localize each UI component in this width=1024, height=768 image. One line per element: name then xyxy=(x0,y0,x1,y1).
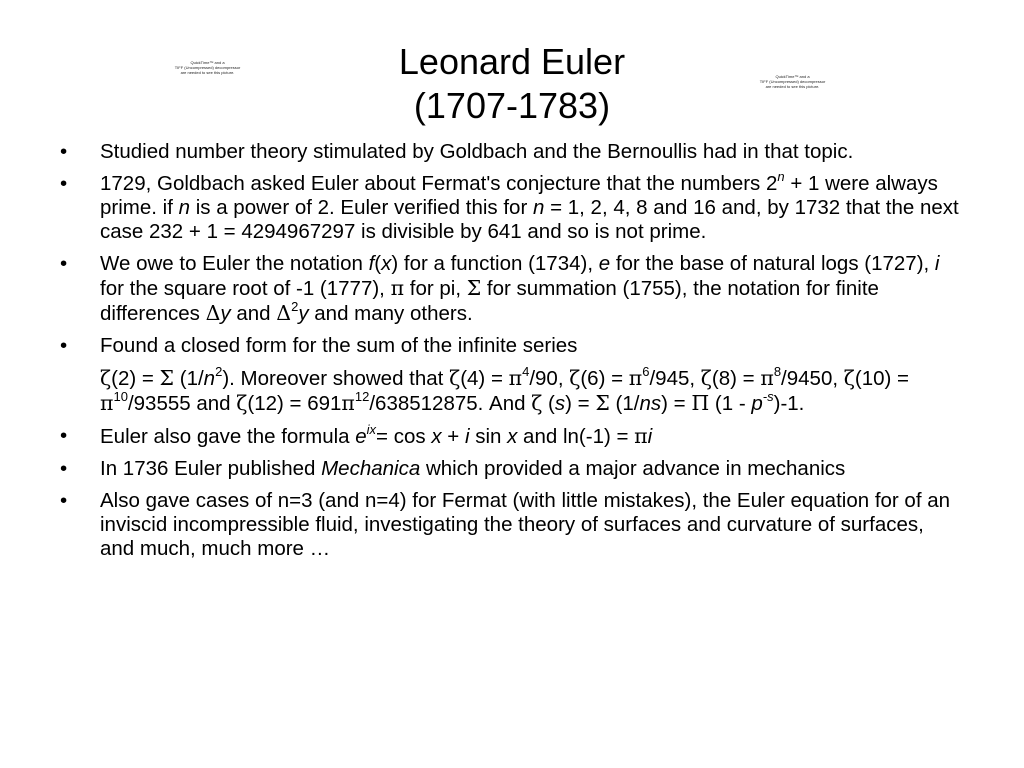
bullet-notation xyxy=(60,252,960,326)
exponent: 2 xyxy=(215,364,223,380)
slide-content xyxy=(60,140,960,569)
placeholder-text: TIFF (Uncompressed) decompressor xyxy=(174,65,241,70)
bullet-euler-formula xyxy=(60,424,960,449)
var-e: e xyxy=(355,425,367,448)
text: (1 - xyxy=(709,392,752,415)
placeholder-text: QuickTime™ and a xyxy=(775,74,810,79)
text: )-1. xyxy=(773,392,805,415)
var-s: s xyxy=(554,392,566,415)
var-y: y xyxy=(220,302,231,325)
zeta-symbol: ζ xyxy=(531,391,543,415)
text: ( xyxy=(542,392,555,415)
bullet-marker: • xyxy=(60,334,68,357)
text: Also gave cases of n=3 (and n=4) for Fermat (with little mistakes), the Euler equation for of an inviscid incompressible fluid, investigating the theory of surfaces and curvature of surfaces, and much, much more … xyxy=(100,489,951,560)
sigma-symbol: Σ xyxy=(595,391,610,415)
exponent: 8 xyxy=(773,364,782,380)
text: ) xyxy=(391,252,399,275)
slide-title xyxy=(0,40,1024,128)
text: for the base of natural logs (1727), xyxy=(610,252,935,275)
placeholder-text: are needed to see this picture. xyxy=(180,70,235,75)
text: (4) = xyxy=(460,367,509,390)
zeta-symbol: ζ xyxy=(700,366,712,390)
var-x: x xyxy=(507,425,518,448)
text: for the square root of -1 (1777), xyxy=(100,277,391,300)
text: (1/ xyxy=(174,367,204,390)
zeta-symbol: ζ xyxy=(569,366,581,390)
text: which provided a major advance in mechanics xyxy=(420,457,846,480)
text: (2) = xyxy=(111,367,160,390)
placeholder-text: are needed to see this picture. xyxy=(765,84,820,89)
bullet-marker: • xyxy=(60,457,68,480)
text: (10) = xyxy=(854,367,909,390)
text: ) = xyxy=(661,392,692,415)
bullet-fermat-conjecture xyxy=(60,169,960,244)
pi-symbol: π xyxy=(100,391,114,415)
delta-symbol: Δ xyxy=(205,301,221,325)
text: and xyxy=(230,302,277,325)
bullet-marker: • xyxy=(60,424,68,447)
exponent: ix xyxy=(366,422,377,438)
bullet-infinite-series xyxy=(60,334,960,358)
text: 1729, Goldbach asked Euler about Fermat's conjecture that the numbers 2 xyxy=(100,172,778,195)
var-i: i xyxy=(464,425,470,448)
text: In 1736 Euler published xyxy=(100,457,322,480)
text: and ln(-1) = xyxy=(517,425,635,448)
var-x: x xyxy=(431,425,442,448)
exponent: 2 xyxy=(291,299,299,315)
bullet-marker: • xyxy=(60,172,68,195)
exponent: 12 xyxy=(354,389,370,405)
text: ( xyxy=(374,252,382,275)
text: for pi, xyxy=(404,277,467,300)
text: + xyxy=(441,425,465,448)
text: (6) = xyxy=(580,367,629,390)
text: Euler also gave the formula xyxy=(100,425,356,448)
title-name: Leonard Euler xyxy=(398,41,626,82)
text: for a function (1734), xyxy=(398,252,599,275)
zeta-formulas xyxy=(60,366,960,416)
text: = cos xyxy=(376,425,432,448)
text: (8) = xyxy=(711,367,761,390)
var-n: n xyxy=(532,196,545,219)
text: Found a closed form for the sum of the infinite series xyxy=(100,334,578,357)
pi-symbol: π xyxy=(508,366,523,390)
text: is a power of 2. Euler verified this for xyxy=(190,196,533,219)
pi-symbol: π xyxy=(760,366,774,390)
sigma-symbol: Σ xyxy=(159,366,175,390)
bullet-marker: • xyxy=(60,140,68,163)
bullet-mechanica xyxy=(60,457,960,481)
var-ns: ns xyxy=(639,392,662,415)
placeholder-text: QuickTime™ and a xyxy=(190,60,225,65)
text: /945, xyxy=(649,367,701,390)
text: sin xyxy=(469,425,508,448)
text: ) = xyxy=(565,392,596,415)
var-p: p xyxy=(751,392,763,415)
pi-symbol: π xyxy=(634,424,648,448)
exponent: -s xyxy=(762,389,774,405)
pi-symbol: π xyxy=(341,391,355,415)
var-i: i xyxy=(934,252,940,275)
var-n: n xyxy=(178,196,191,219)
bullet-marker: • xyxy=(60,252,68,275)
bullet-marker: • xyxy=(60,489,68,512)
var-y: y xyxy=(298,302,309,325)
book-title: Mechanica xyxy=(321,457,421,480)
zeta-symbol: ζ xyxy=(843,366,855,390)
bullet-other-work xyxy=(60,489,960,561)
sigma-symbol: Σ xyxy=(466,276,482,300)
zeta-symbol: ζ xyxy=(449,366,461,390)
text: We owe to Euler the notation xyxy=(100,252,369,275)
title-years: (1707-1783) xyxy=(413,85,611,126)
text: for summation (1755), the notation for finite differences xyxy=(100,277,879,325)
product-symbol: Π xyxy=(691,391,710,415)
placeholder-text: TIFF (Uncompressed) decompressor xyxy=(759,79,826,84)
var-n: n xyxy=(777,169,785,185)
var-i: i xyxy=(647,425,653,448)
var-f: f xyxy=(368,252,375,275)
pi-symbol: π xyxy=(390,276,405,300)
text: Studied number theory stimulated by Goldbach and the Bernoullis had in that topic. xyxy=(100,140,854,163)
text: ). Moreover showed that xyxy=(222,367,450,390)
var-n: n xyxy=(203,367,216,390)
text: /638512875. And xyxy=(369,392,532,415)
text: (1/ xyxy=(609,392,640,415)
exponent: 4 xyxy=(522,364,530,380)
var-e: e xyxy=(598,252,611,275)
text: /90, xyxy=(529,367,570,390)
text: + 1 were always prime. if xyxy=(100,172,938,219)
exponent: 6 xyxy=(642,364,650,380)
text: /9450, xyxy=(781,367,844,390)
text: and many others. xyxy=(308,302,473,325)
zeta-symbol: ζ xyxy=(236,391,248,415)
var-x: x xyxy=(381,252,392,275)
text: /93555 and xyxy=(127,392,237,415)
exponent: 10 xyxy=(113,389,128,405)
text: (12) = 691 xyxy=(247,392,342,415)
pi-symbol: π xyxy=(628,366,643,390)
delta-symbol: Δ xyxy=(276,301,292,325)
text: = 1, 2, 4, 8 and 16 and, by 1732 that the next case 232 + 1 = 4294967297 is divisible by 641 and so is not prime. xyxy=(100,196,959,243)
zeta-symbol: ζ xyxy=(100,366,112,390)
bullet-number-theory xyxy=(60,140,960,164)
